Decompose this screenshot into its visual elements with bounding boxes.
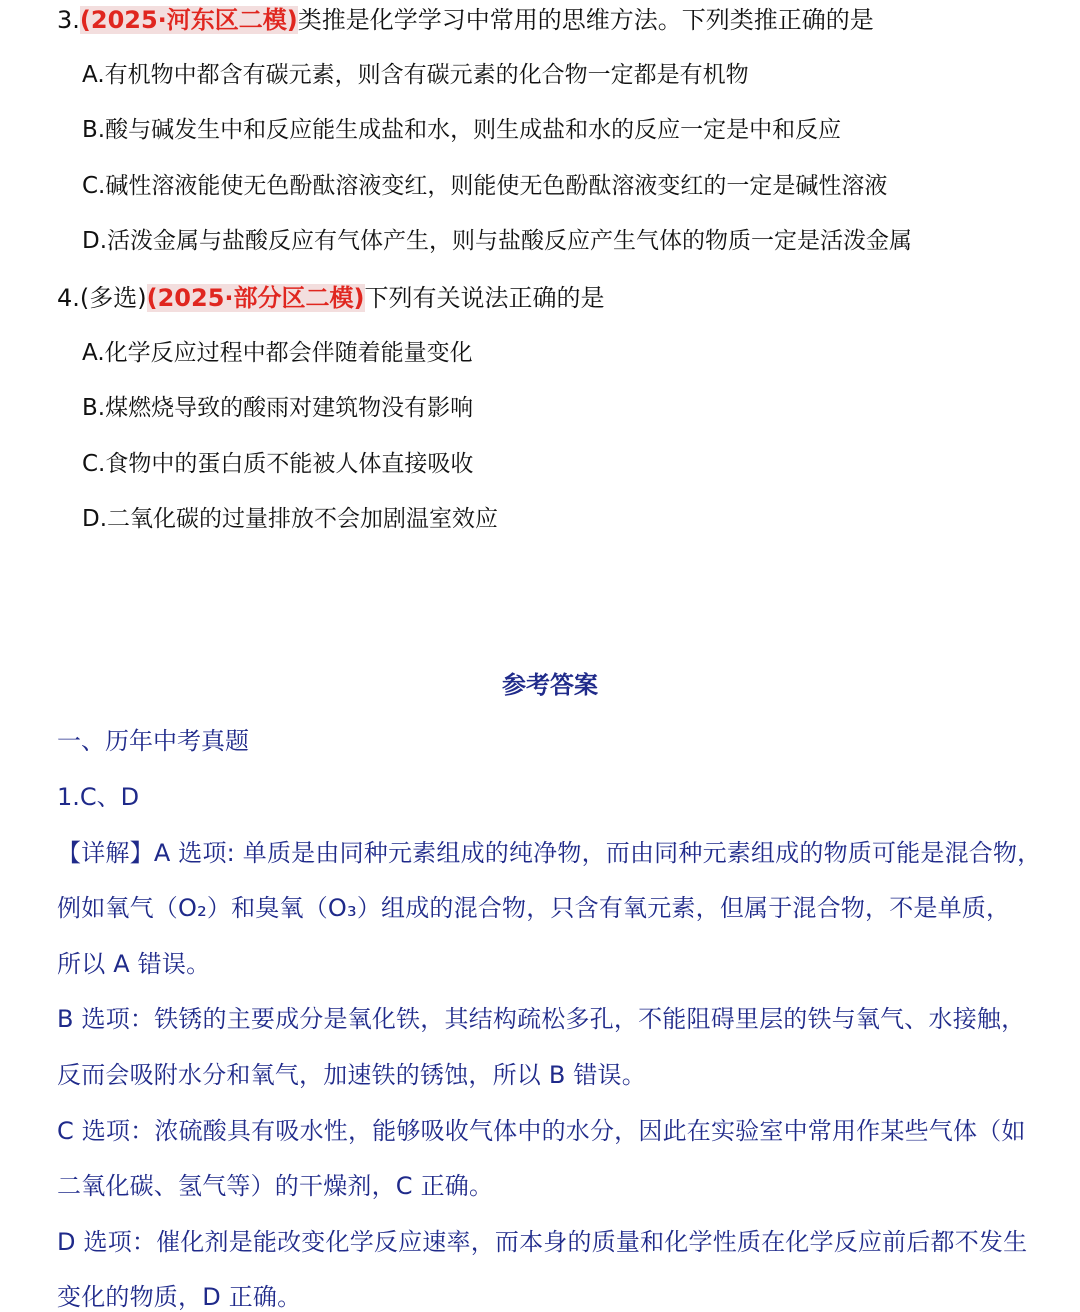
question-4-option-c: C.食物中的蛋白质不能被人体直接吸收 — [82, 451, 474, 477]
question-4-text: 下列有关说法正确的是 — [364, 284, 605, 312]
detail-paragraph-2: 例如氧气（O₂）和臭氧（O₃）组成的混合物，只含有氧元素，但属于混合物，不是单质， — [57, 894, 1011, 922]
detail-paragraph-4: B 选项：铁锈的主要成分是氧化铁，其结构疏松多孔，不能阻碍里层的铁与氧气、水接触， — [57, 1005, 1026, 1033]
detail-line-1 — [57, 833, 1041, 868]
detail-label: 【详解】 — [57, 839, 154, 867]
answers-title: 参考答案 — [502, 671, 598, 699]
question-4-option-b: B.煤燃烧导致的酸雨对建筑物没有影响 — [82, 395, 474, 421]
question-4-prefix: (多选) — [79, 284, 147, 312]
question-4-option-a: A.化学反应过程中都会伴随着能量变化 — [82, 340, 473, 366]
question-3-option-d: D.活泼金属与盐酸反应有气体产生，则与盐酸反应产生气体的物质一定是活泼金属 — [82, 228, 913, 254]
question-3-option-c: C.碱性溶液能使无色酚酞溶液变红，则能使无色酚酞溶液变红的一定是碱性溶液 — [82, 173, 888, 199]
detail-paragraph-6: C 选项：浓硫酸具有吸水性，能够吸收气体中的水分，因此在实验室中常用作某些气体（如 — [57, 1117, 1026, 1145]
detail-paragraph-9: 变化的物质，D 正确。 — [57, 1283, 302, 1311]
question-4-number: 4. — [57, 284, 80, 312]
question-3-option-b: B.酸与碱发生中和反应能生成盐和水，则生成盐和水的反应一定是中和反应 — [82, 117, 842, 143]
detail-paragraph-1: A 选项: 单质是由同种元素组成的纯净物，而由同种元素组成的物质可能是混合物， — [153, 839, 1042, 867]
question-3-source-tag: (2025·河东区二模) — [79, 6, 298, 34]
question-3-option-a: A.有机物中都含有碳元素，则含有碳元素的化合物一定都是有机物 — [82, 62, 749, 88]
question-3-stem — [57, 0, 874, 35]
question-3-number: 3. — [57, 6, 80, 34]
question-4-stem — [57, 278, 605, 313]
answers-section-heading: 一、历年中考真题 — [57, 727, 249, 755]
question-3-text: 类推是化学学习中常用的思维方法。下列类推正确的是 — [297, 6, 874, 34]
detail-paragraph-5: 反而会吸附水分和氧气，加速铁的锈蚀，所以 B 错误。 — [57, 1061, 646, 1089]
answer-1: 1.C、D — [57, 783, 140, 811]
question-4-option-d: D.二氧化碳的过量排放不会加剧温室效应 — [82, 506, 499, 532]
detail-paragraph-3: 所以 A 错误。 — [57, 950, 211, 978]
detail-paragraph-8: D 选项：催化剂是能改变化学反应速率，而本身的质量和化学性质在化学反应前后都不发生 — [57, 1228, 1028, 1256]
question-4-source-tag: (2025·部分区二模) — [146, 284, 365, 312]
detail-paragraph-7: 二氧化碳、氢气等）的干燥剂，C 正确。 — [57, 1172, 494, 1200]
